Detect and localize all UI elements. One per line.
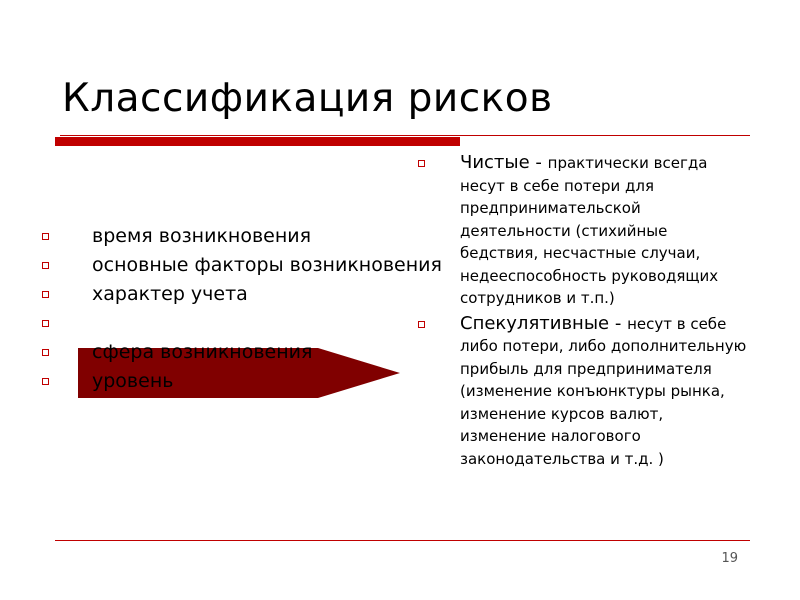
list-item [418,152,748,310]
square-bullet-icon [418,160,425,167]
list-item [418,313,748,471]
list-item-text: характер учета [92,283,248,305]
square-bullet-icon [42,291,49,298]
page-number: 19 [721,551,738,566]
list-item [40,341,442,364]
square-bullet-icon [42,233,49,240]
risk-types-list [418,152,748,473]
classification-criteria-list [40,225,442,399]
risk-type-term: Спекулятивные - [460,312,628,334]
list-item-text: сфера возникновения [92,341,313,363]
list-item [40,254,442,277]
risk-type-description: практически всегда несут в себе потери для предпринимательской деятельности (стихийные бедствия, несчастные случаи, недееспособность руководящих сотрудников и т.п.) [460,154,719,307]
slide-title: Классификация рисков [62,76,553,121]
square-bullet-icon [42,262,49,269]
list-item-text: уровень [92,370,174,392]
list-item-text: время возникновения [92,225,312,247]
square-bullet-icon [42,378,49,385]
list-item [40,225,442,248]
title-divider-thin [60,135,750,136]
list-item [40,283,442,306]
square-bullet-icon [42,349,49,356]
list-item-text: характер последствий [92,312,320,334]
square-bullet-icon [418,321,425,328]
list-item-highlighted [40,312,442,335]
square-bullet-icon [42,320,49,327]
list-item [40,370,442,393]
title-divider-thick [55,137,460,146]
risk-type-term: Чистые - [460,152,548,173]
footer-divider [55,540,750,541]
list-item-text: основные факторы возникновения [92,254,442,276]
risk-type-description: несут в себе либо потери, либо дополнительную прибыль для предпринимателя (изменение конъюнктуры рынка, изменение курсов валют, изменение налогового законодательства и т.д. ) [460,314,747,468]
